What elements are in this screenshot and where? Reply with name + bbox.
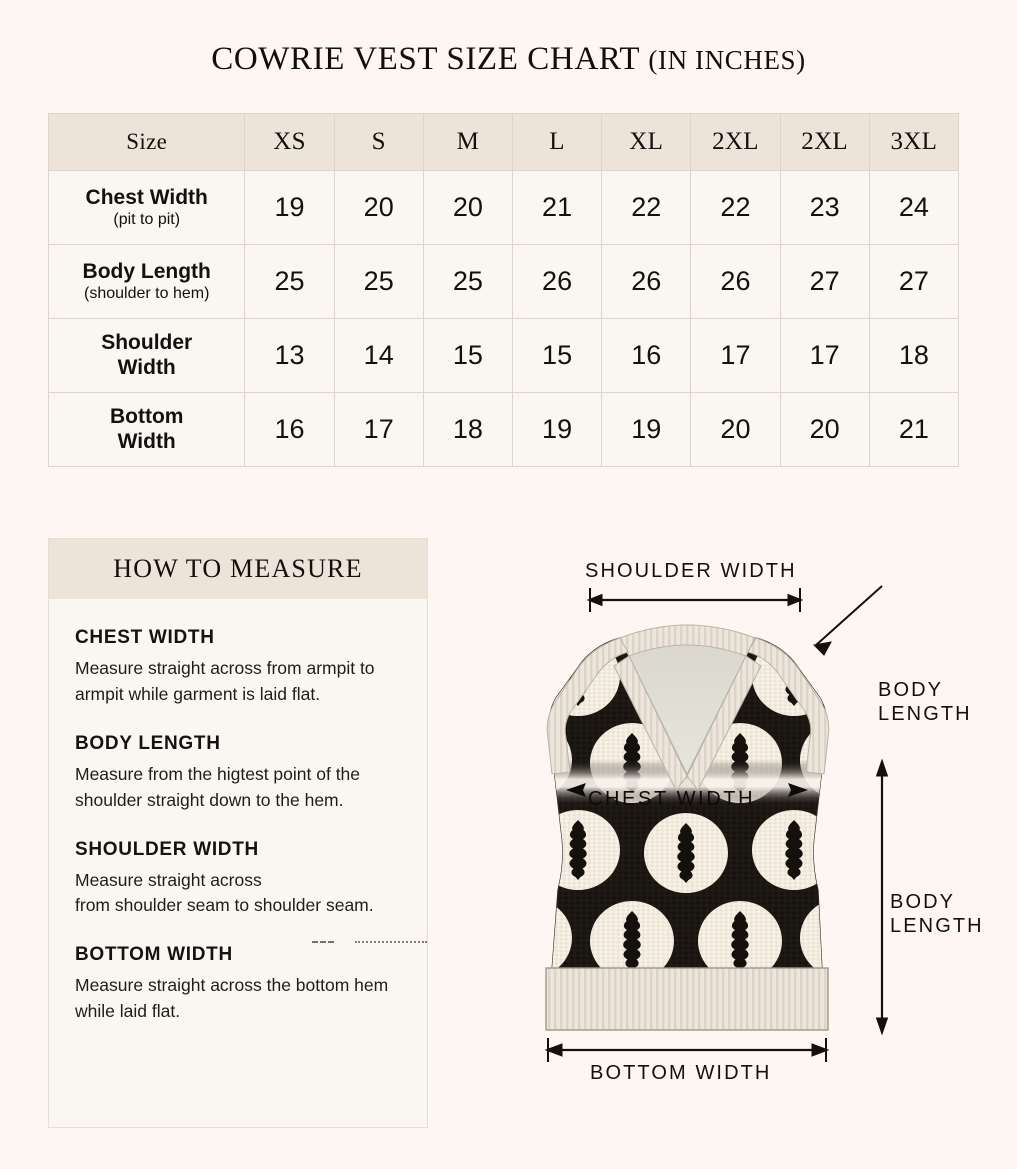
how-to-measure-item-chest-width [75, 627, 401, 708]
how-to-measure-item-body-length [75, 733, 401, 814]
row-label-chest-width [49, 171, 245, 245]
how-to-measure-heading: HOW TO MEASURE [49, 539, 427, 599]
size-chart-table [48, 113, 959, 467]
cell-bottom-m: 18 [423, 393, 512, 467]
page-title [0, 41, 1017, 78]
how-item-text: Measure straight across from armpit to armpit while garment is laid flat. [75, 658, 375, 704]
column-header-xl: XL [602, 114, 691, 171]
how-item-text-line1: Measure straight across [75, 869, 262, 890]
cell-chest-xl: 22 [602, 171, 691, 245]
cell-length-s: 25 [334, 245, 423, 319]
diagram-label-shoulder-width: SHOULDER WIDTH [585, 560, 797, 582]
body-length-dimension [814, 586, 888, 1034]
cell-bottom-l: 19 [512, 393, 601, 467]
row-label-text: Body Length [82, 259, 211, 283]
column-header-3xl: 3XL [869, 114, 958, 171]
cell-chest-2xl-b: 23 [780, 171, 869, 245]
table-row [49, 171, 959, 245]
cell-chest-m: 20 [423, 171, 512, 245]
cell-shoulder-2xl: 17 [691, 319, 780, 393]
how-to-measure-item-bottom-width [75, 944, 401, 1025]
column-header-xs: XS [245, 114, 334, 171]
row-label-body-length [49, 245, 245, 319]
cell-shoulder-xs: 13 [245, 319, 334, 393]
cell-length-xs: 25 [245, 245, 334, 319]
row-label-bottom-width [49, 393, 245, 467]
how-item-text-line2: from shoulder seam to shoulder seam. [75, 895, 374, 916]
row-label-text: Shoulder [101, 330, 193, 354]
vest-bottom-hem [546, 968, 828, 1030]
cell-bottom-3xl: 21 [869, 393, 958, 467]
column-header-l: L [512, 114, 601, 171]
cell-chest-s: 20 [334, 171, 423, 245]
cell-chest-l: 21 [512, 171, 601, 245]
diagram-label-body-length-bottom-line1: BODY [890, 891, 956, 913]
page-title-unit: (IN INCHES) [648, 45, 806, 75]
cell-bottom-2xl-b: 20 [780, 393, 869, 467]
row-label-text: Bottom [109, 404, 184, 428]
how-item-text: Measure from the higtest point of the shoulder straight down to the hem. [75, 763, 361, 810]
cell-bottom-xl: 19 [602, 393, 691, 467]
cell-chest-3xl: 24 [869, 171, 958, 245]
column-header-s: S [334, 114, 423, 171]
how-to-measure-item-shoulder-width [75, 839, 401, 920]
cell-shoulder-xl: 16 [602, 319, 691, 393]
page-title-main: COWRIE VEST SIZE CHART [211, 41, 649, 77]
diagram-label-body-length-bottom [890, 890, 984, 938]
how-item-text: Measure straight across the bottom hem while laid flat. [75, 975, 389, 1022]
diagram-label-body-length-top-line1: BODY [878, 679, 944, 701]
diagram-label-body-length-bottom-line2: LENGTH [890, 915, 984, 937]
column-header-m: M [423, 114, 512, 171]
table-row [49, 245, 959, 319]
cell-shoulder-2xl-b: 17 [780, 319, 869, 393]
table-row [49, 393, 959, 467]
cell-shoulder-s: 14 [334, 319, 423, 393]
cell-chest-2xl: 22 [691, 171, 780, 245]
vest-illustration-svg [470, 538, 1017, 1138]
row-label-shoulder-width [49, 319, 245, 393]
column-header-2xl: 2XL [691, 114, 780, 171]
cell-bottom-2xl: 20 [691, 393, 780, 467]
diagram-label-chest-width: CHEST WIDTH [588, 788, 756, 810]
cell-chest-xs: 19 [245, 171, 334, 245]
bottom-width-dimension-arrow [546, 1038, 828, 1062]
cell-bottom-xs: 16 [245, 393, 334, 467]
shoulder-width-dimension-arrow [588, 588, 802, 612]
diagram-label-body-length-top [878, 678, 972, 726]
column-header-2xl-b: 2XL [780, 114, 869, 171]
diagram-label-body-length-top-line2: LENGTH [878, 703, 972, 725]
column-header-size: Size [49, 114, 245, 171]
diagram-label-bottom-width: BOTTOM WIDTH [590, 1062, 772, 1084]
shoulder-width-dash-artifact [312, 941, 334, 946]
table-row [49, 319, 959, 393]
how-to-measure-panel [48, 538, 428, 1128]
row-sublabel-text: (shoulder to hem) [84, 284, 210, 302]
garment-measurement-diagram [470, 538, 1017, 1138]
row-sublabel-text: (pit to pit) [113, 210, 181, 228]
cell-length-2xl-b: 27 [780, 245, 869, 319]
cell-length-l: 26 [512, 245, 601, 319]
cell-length-m: 25 [423, 245, 512, 319]
how-item-title: CHEST WIDTH [75, 627, 215, 648]
row-sublabel-text: Width [117, 356, 176, 379]
cell-length-3xl: 27 [869, 245, 958, 319]
how-item-title: BODY LENGTH [75, 732, 221, 754]
row-label-text: Chest Width [85, 185, 208, 209]
cell-shoulder-m: 15 [423, 319, 512, 393]
table-header-row [49, 114, 959, 171]
cell-length-2xl: 26 [691, 245, 780, 319]
shoulder-width-dots-artifact [355, 941, 427, 946]
how-item-title: BOTTOM WIDTH [75, 944, 233, 966]
cell-shoulder-l: 15 [512, 319, 601, 393]
cell-shoulder-3xl: 18 [869, 319, 958, 393]
cell-length-xl: 26 [602, 245, 691, 319]
how-item-title: SHOULDER WIDTH [75, 838, 259, 860]
row-sublabel-text: Width [117, 430, 176, 453]
cell-bottom-s: 17 [334, 393, 423, 467]
